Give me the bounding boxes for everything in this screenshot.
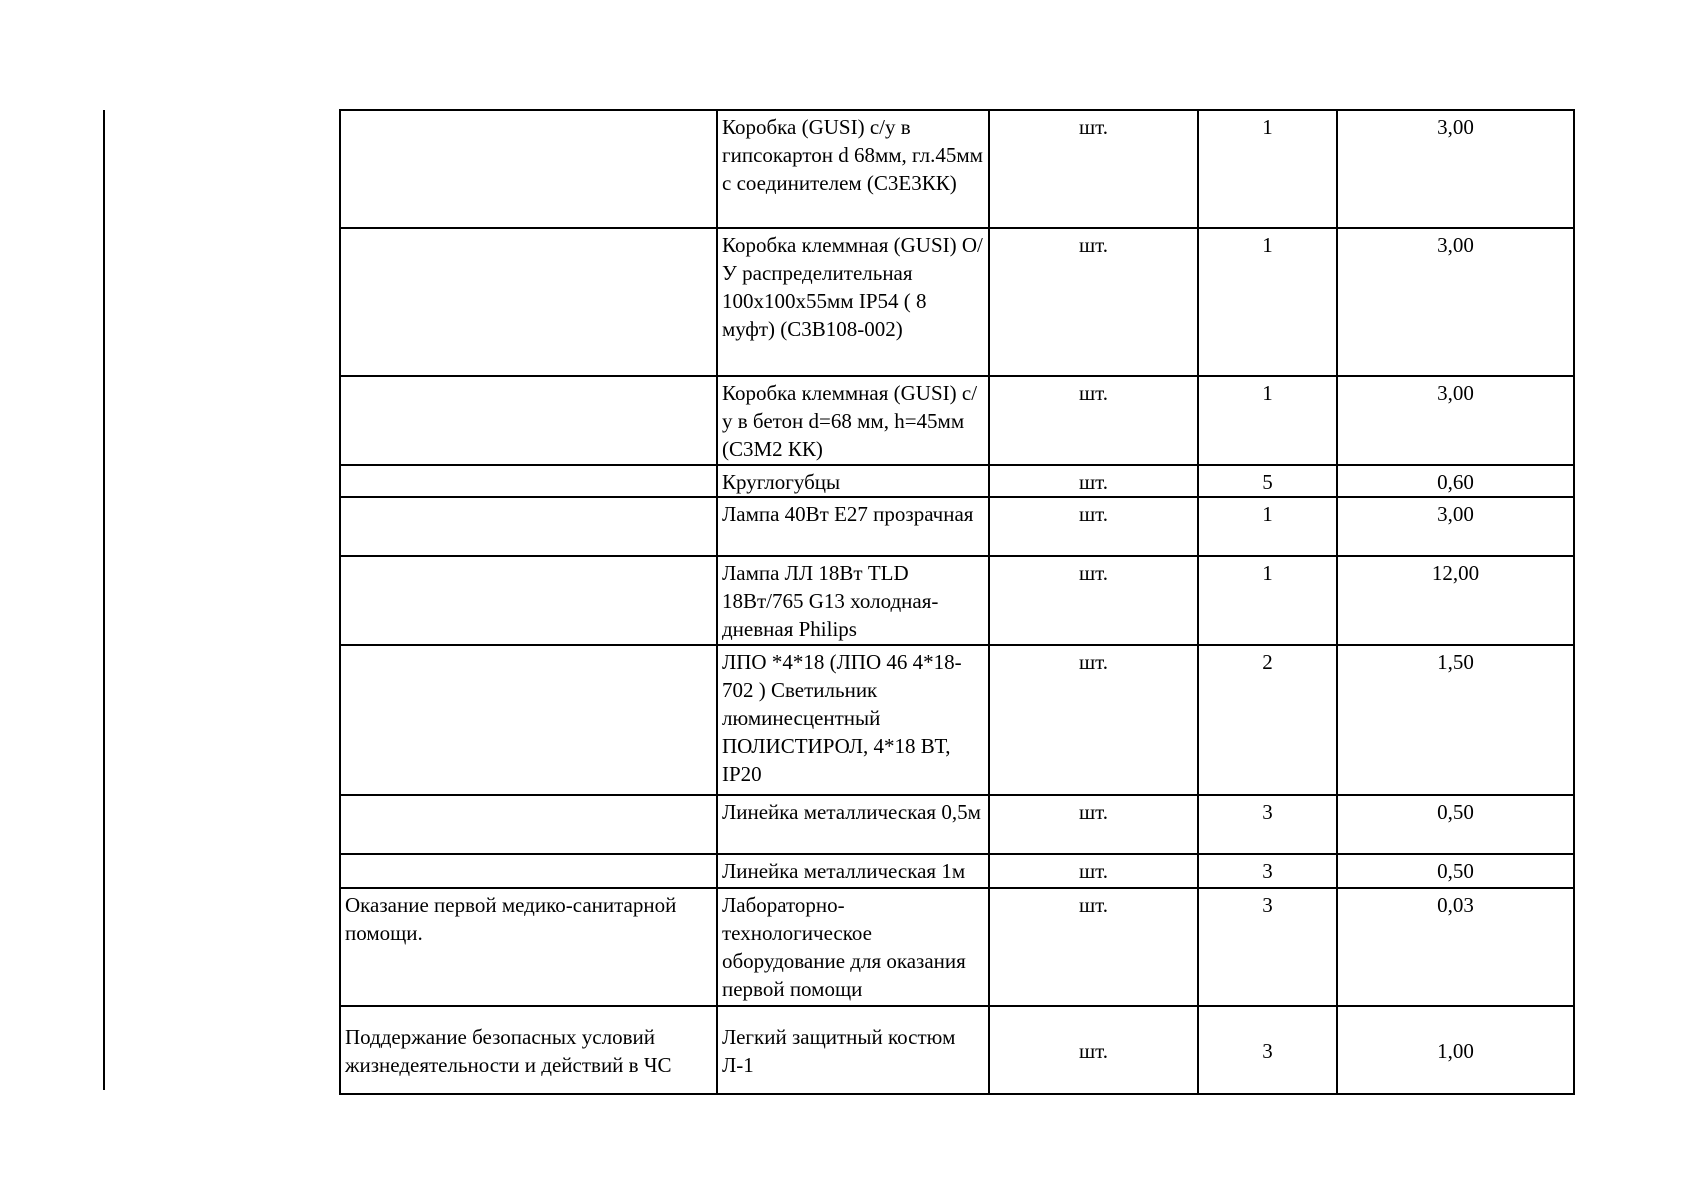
item-name-cell: Линейка металлическая 0,5м <box>717 795 989 854</box>
value-cell: 3,00 <box>1337 376 1574 465</box>
table-row <box>340 556 1574 645</box>
table-row <box>340 497 1574 556</box>
table-row <box>340 795 1574 854</box>
table-row <box>340 645 1574 795</box>
unit-cell: шт. <box>989 556 1198 645</box>
discipline-cell <box>340 556 717 645</box>
table-row <box>340 465 1574 497</box>
unit-cell: шт. <box>989 497 1198 556</box>
quantity-cell: 3 <box>1198 1006 1337 1094</box>
value-cell: 3,00 <box>1337 110 1574 228</box>
unit-cell: шт. <box>989 854 1198 888</box>
unit-cell: шт. <box>989 465 1198 497</box>
discipline-cell <box>340 795 717 854</box>
value-cell: 1,50 <box>1337 645 1574 795</box>
item-name-cell: Лампа ЛЛ 18Вт TLD 18Вт/765 G13 холодная-дневная Philips <box>717 556 989 645</box>
quantity-cell: 1 <box>1198 228 1337 376</box>
unit-cell: шт. <box>989 1006 1198 1094</box>
unit-cell: шт. <box>989 888 1198 1006</box>
quantity-cell: 2 <box>1198 645 1337 795</box>
table-row <box>340 854 1574 888</box>
quantity-cell: 1 <box>1198 110 1337 228</box>
value-cell: 12,00 <box>1337 556 1574 645</box>
quantity-cell: 3 <box>1198 795 1337 854</box>
value-cell: 0,50 <box>1337 854 1574 888</box>
quantity-cell: 3 <box>1198 854 1337 888</box>
unit-cell: шт. <box>989 645 1198 795</box>
quantity-cell: 1 <box>1198 376 1337 465</box>
unit-cell: шт. <box>989 376 1198 465</box>
discipline-cell <box>340 497 717 556</box>
discipline-cell <box>340 110 717 228</box>
value-cell: 3,00 <box>1337 497 1574 556</box>
item-name-cell: ЛПО *4*18 (ЛПО 46 4*18-702 ) Светильник люминесцентный ПОЛИСТИРОЛ, 4*18 ВТ, IP20 <box>717 645 989 795</box>
quantity-cell: 5 <box>1198 465 1337 497</box>
equipment-table <box>339 109 1575 1095</box>
table-row <box>340 376 1574 465</box>
quantity-cell: 1 <box>1198 497 1337 556</box>
item-name-cell: Лампа 40Вт Е27 прозрачная <box>717 497 989 556</box>
unit-cell: шт. <box>989 110 1198 228</box>
discipline-cell <box>340 465 717 497</box>
unit-cell: шт. <box>989 228 1198 376</box>
discipline-cell <box>340 376 717 465</box>
item-name-cell: Линейка металлическая 1м <box>717 854 989 888</box>
quantity-cell: 3 <box>1198 888 1337 1006</box>
discipline-cell <box>340 854 717 888</box>
value-cell: 0,03 <box>1337 888 1574 1006</box>
item-name-cell: Коробка клеммная (GUSI) О/У распределительная 100х100х55мм IP54 ( 8 муфт) (С3В108-002) <box>717 228 989 376</box>
discipline-cell: Поддержание безопасных условий жизнедеятельности и действий в ЧС <box>340 1006 717 1094</box>
discipline-cell <box>340 645 717 795</box>
table-row <box>340 1006 1574 1094</box>
value-cell: 3,00 <box>1337 228 1574 376</box>
item-name-cell: Легкий защитный костюм Л-1 <box>717 1006 989 1094</box>
page-margin-rule <box>103 110 105 1090</box>
table-row <box>340 888 1574 1006</box>
value-cell: 0,50 <box>1337 795 1574 854</box>
table-row <box>340 228 1574 376</box>
quantity-cell: 1 <box>1198 556 1337 645</box>
discipline-cell: Оказание первой медико-санитарной помощи. <box>340 888 717 1006</box>
unit-cell: шт. <box>989 795 1198 854</box>
discipline-cell <box>340 228 717 376</box>
table-row <box>340 110 1574 228</box>
item-name-cell: Коробка (GUSI) с/у в гипсокартон d 68мм, гл.45мм с соединителем (С3Е3КК) <box>717 110 989 228</box>
value-cell: 0,60 <box>1337 465 1574 497</box>
value-cell: 1,00 <box>1337 1006 1574 1094</box>
item-name-cell: Коробка клеммная (GUSI) с/у в бетон d=68 мм, h=45мм (С3М2 КК) <box>717 376 989 465</box>
item-name-cell: Круглогубцы <box>717 465 989 497</box>
item-name-cell: Лабораторно-технологическое оборудование для оказания первой помощи <box>717 888 989 1006</box>
